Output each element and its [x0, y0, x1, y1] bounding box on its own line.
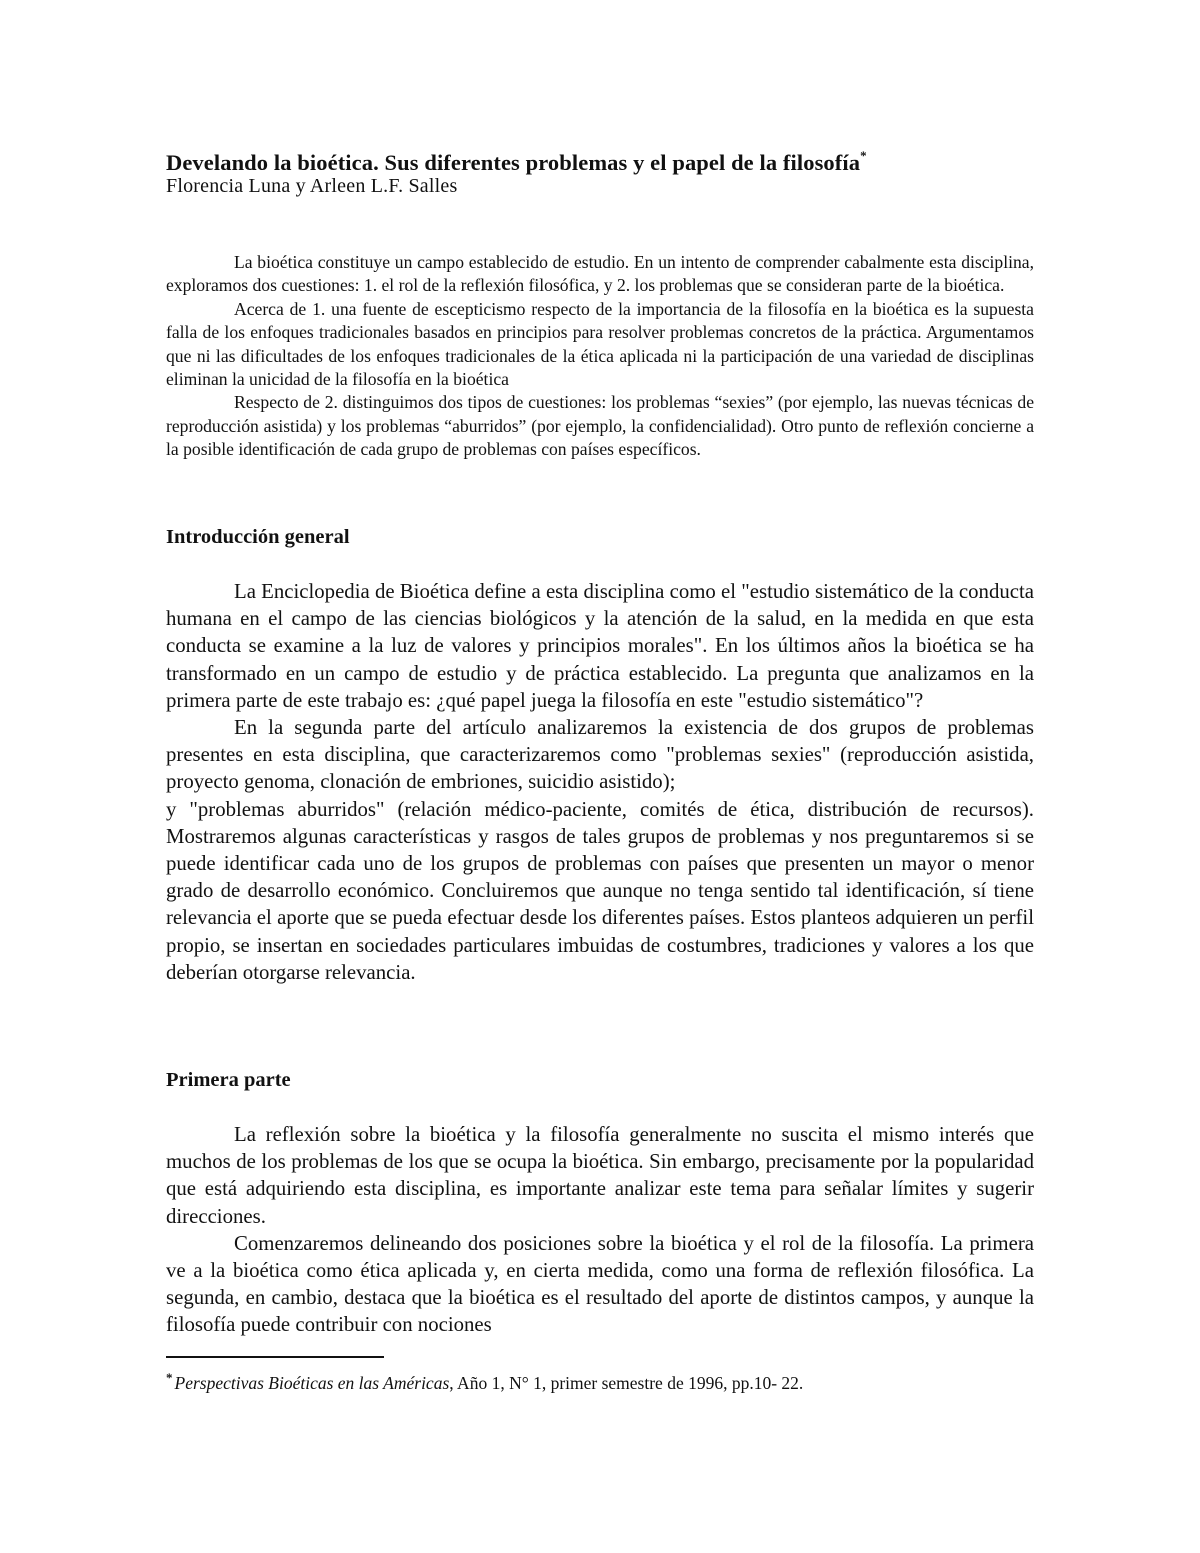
body-paragraph: La reflexión sobre la bioética y la filosofía generalmente no suscita el mismo interés que muchos de los problemas de los que se ocupa la bioética. Sin embargo, precisamente por la popularidad que está adquiriendo esta disciplina, es importante analizar este tema para señalar límites y sugerir direcciones. [166, 1123, 1034, 1228]
footnote-mark: * [166, 1370, 173, 1385]
section-heading-first: Primera parte [166, 1069, 291, 1091]
footnote [166, 1366, 803, 1395]
abstract-paragraph: Respecto de 2. distinguimos dos tipos de cuestiones: los problemas “sexies” (por ejemplo, las nuevas técnicas de reproducción asistida) y los problemas “aburridos” (por ejemplo, la confidencialidad). Otro punto de reflexión concierne a la posible identificación de cada grupo de problemas con países específicos. [166, 392, 1034, 460]
abstract-paragraph: La bioética constituye un campo establecido de estudio. En un intento de comprender cabalmente esta disciplina, exploramos dos cuestiones: 1. el rol de la reflexión filosófica, y 2. los problemas que se consideran parte de la bioética. [166, 252, 1034, 296]
authors: Florencia Luna y Arleen L.F. Salles [166, 175, 458, 197]
body-paragraph: Comenzaremos delineando dos posiciones sobre la bioética y el rol de la filosofía. La primera ve a la bioética como ética aplicada y, en cierta medida, como una forma de reflexión filosófica. La segunda, en cambio, destaca que la bioética es el resultado del aporte de distintos campos, y aunque la filosofía puede contribuir con nociones [166, 1231, 1034, 1337]
body-paragraph: y "problemas aburridos" (relación médico-paciente, comités de ética, distribución de recursos). Mostraremos algunas características y rasgos de tales grupos de problemas y nos preguntaremos si se puede identificar cada uno de los grupos de problemas con países que presenten un mayor o menor grado de desarrollo económico. Concluiremos que aunque no tenga sentido tal identificación, sí tiene relevancia el aporte que se pueda efectuar desde los diferentes países. Estos planteos adquieren un perfil propio, se insertan en sociedades particulares imbuidas de costumbres, tradiciones y valores a los que deberían otorgarse relevancia. [166, 797, 1034, 984]
section-body-first [166, 1121, 1034, 1339]
abstract [166, 251, 1034, 462]
section-heading-intro: Introducción general [166, 526, 350, 548]
body-paragraph: La Enciclopedia de Bioética define a esta disciplina como el "estudio sistemático de la conducta humana en el campo de las ciencias biológicos y la atención de la salud, en la medida en que esta conducta se examine a la luz de valores y principios morales". En los últimos años la bioética se ha transformado en un campo de estudio y de práctica establecido. La pregunta que analizamos en la primera parte de este trabajo es: ¿qué papel juega la filosofía en este "estudio sistemático"? [166, 580, 1034, 712]
section-body-intro [166, 578, 1034, 986]
title-text: Develando la bioética. Sus diferentes problemas y el papel de la filosofía [166, 150, 861, 175]
title-footnote-mark: * [860, 148, 867, 163]
footnote-separator [166, 1356, 384, 1358]
footnote-journal: Perspectivas Bioéticas en las Américas [174, 1373, 450, 1393]
abstract-paragraph: Acerca de 1. una fuente de escepticismo respecto de la importancia de la filosofía en la bioética es la supuesta falla de los enfoques tradicionales basados en principios para resolver problemas concretos de la práctica. Argumentamos que ni las dificultades de los enfoques tradicionales de la ética aplicada ni la participación de una variedad de disciplinas eliminan la unicidad de la filosofía en la bioética [166, 298, 1034, 390]
footnote-details: , Año 1, N° 1, primer semestre de 1996, pp.10- 22. [449, 1373, 804, 1393]
body-paragraph: En la segunda parte del artículo analizaremos la existencia de dos grupos de problemas presentes en esta disciplina, que caracterizaremos como "problemas sexies" (reproducción asistida, proyecto genoma, clonación de embriones, suicidio asistido); [166, 716, 1034, 794]
